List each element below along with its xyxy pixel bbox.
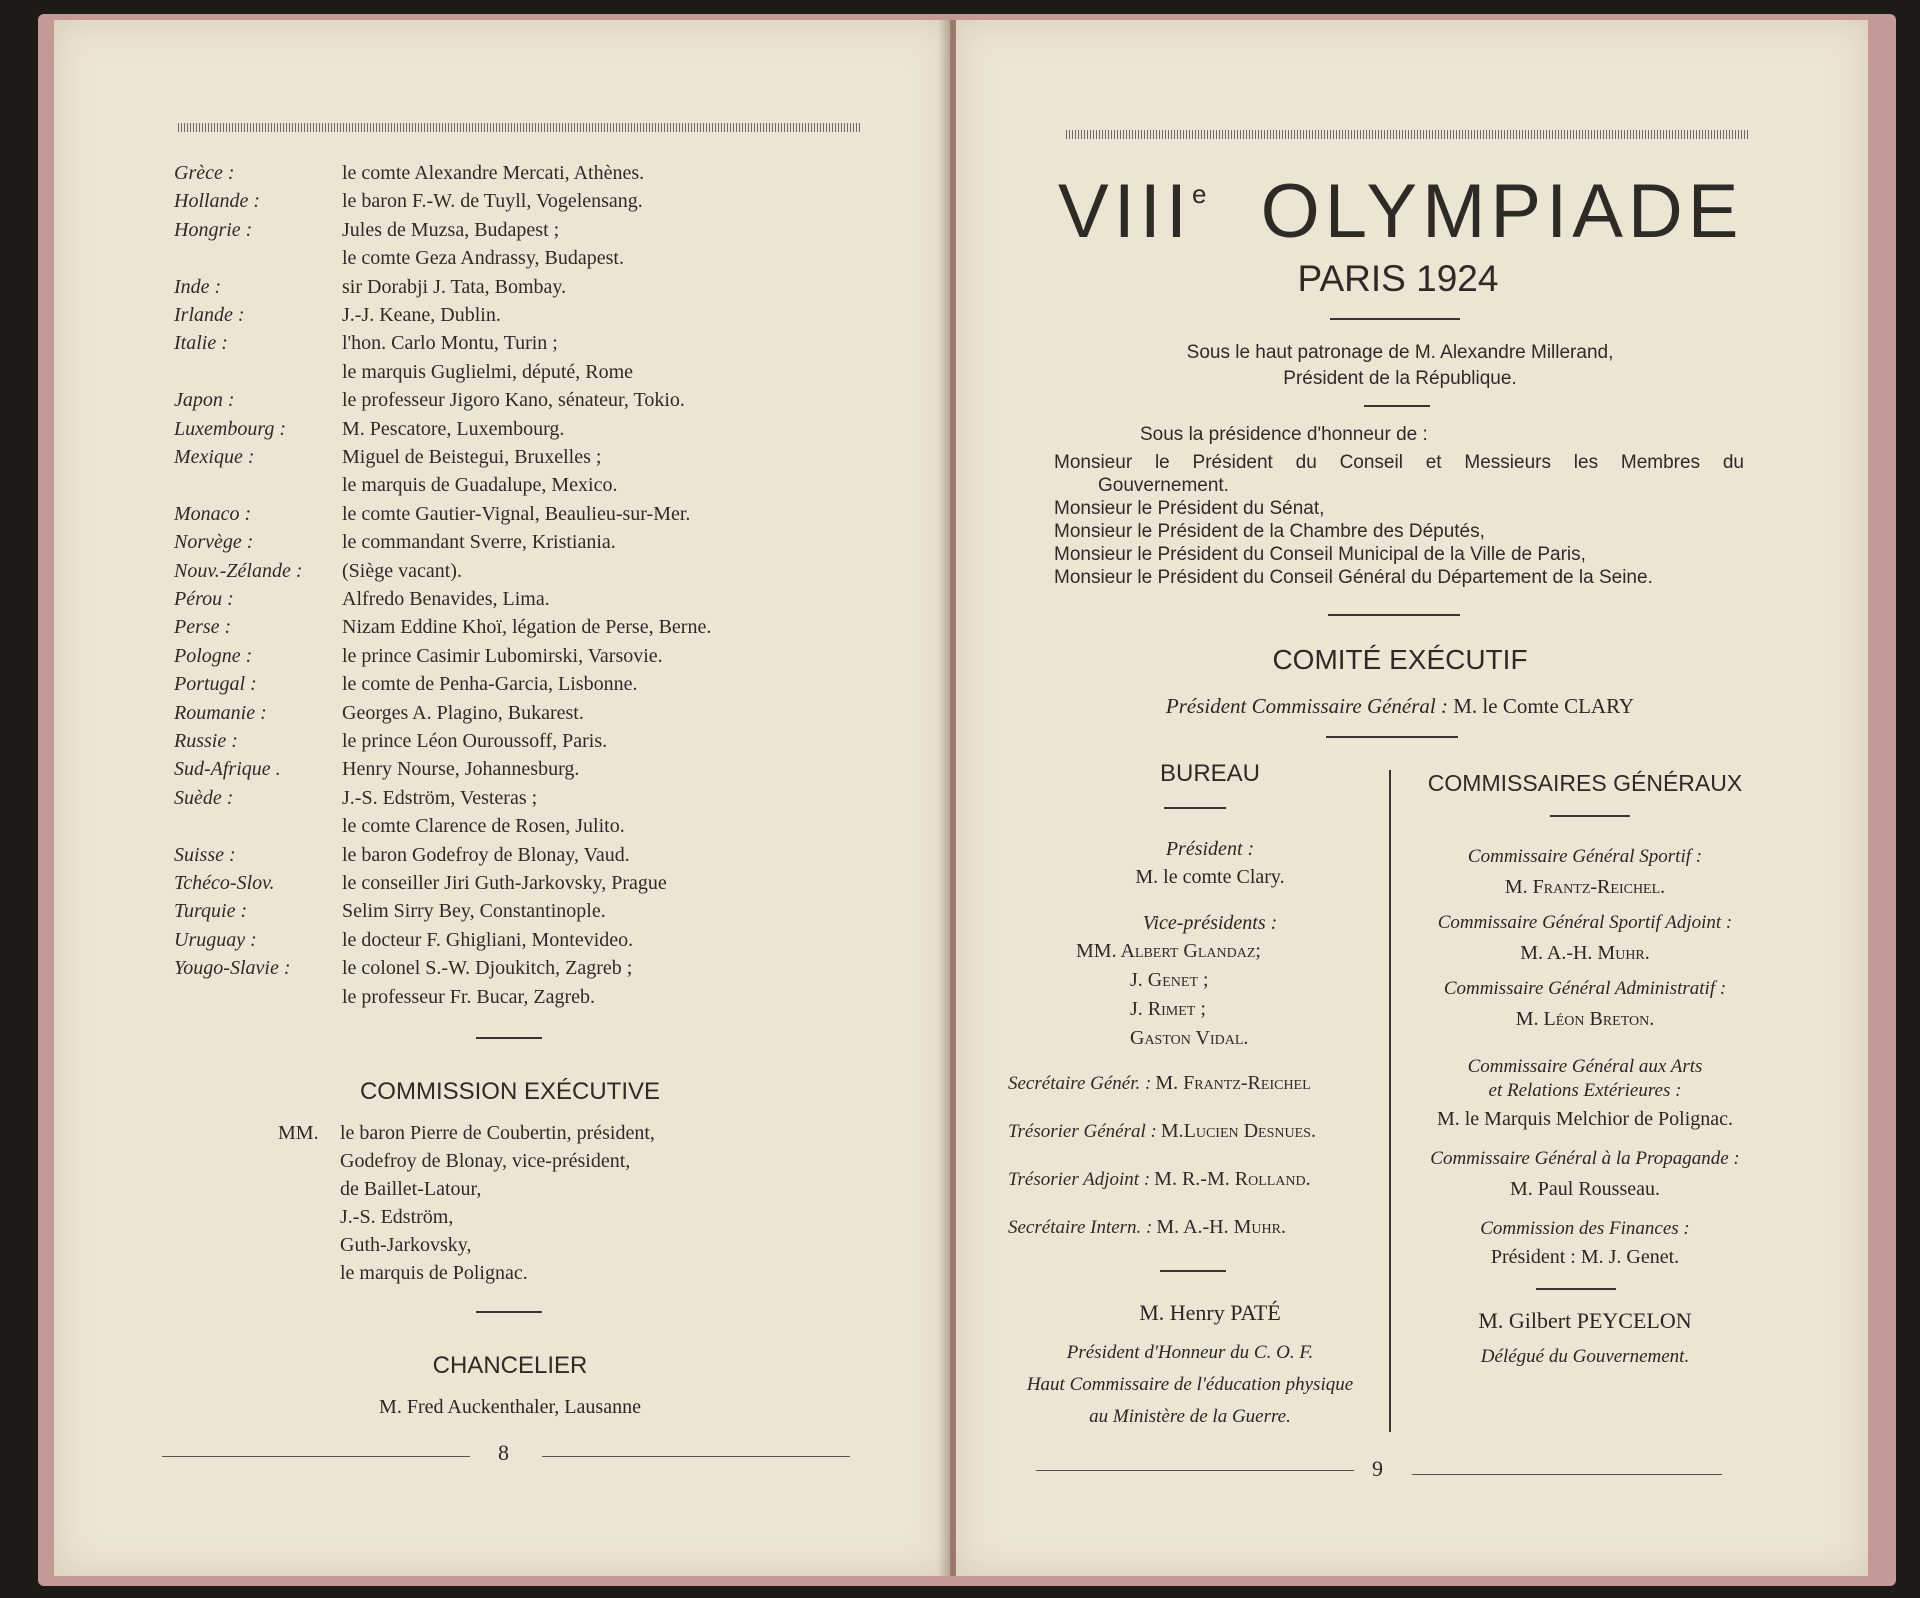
country-label: Roumanie : [174, 701, 267, 724]
presidence-line: Monsieur le Président du Conseil Municipal de la Ville de Paris, [1054, 544, 1586, 565]
vice-president-name: J. Genet ; [1130, 969, 1209, 991]
commissaire-name: M. A.-H. Muhr. [1520, 942, 1650, 964]
vice-president-name: MM. Albert Glandaz; [1076, 940, 1261, 962]
comite-title: COMITÉ EXÉCUTIF [1272, 644, 1528, 675]
arts-label-2: et Relations Extérieures : [1488, 1080, 1682, 1101]
pate-name: M. Henry PATÉ [1139, 1300, 1281, 1325]
vice-president-name: Gaston Vidal. [1130, 1027, 1249, 1049]
delegate-name: M. Pescatore, Luxembourg. [342, 417, 565, 440]
bureau-president-label: Président : [1165, 838, 1255, 860]
country-label: Monaco : [174, 502, 252, 525]
presidence-line: Monsieur le Président du Conseil et Messieurs les Membres du [1054, 452, 1744, 473]
right-divider-2 [1364, 405, 1430, 407]
delegate-name: le comte de Penha-Garcia, Lisbonne. [342, 673, 638, 696]
presidence-line: Monsieur le Président de la Chambre des Députés, [1054, 521, 1485, 542]
delegate-name: sir Dorabji J. Tata, Bombay. [342, 275, 567, 298]
commission-member: Guth-Jarkovsky, [340, 1234, 472, 1256]
country-label: Irlande : [174, 304, 245, 326]
delegate-name: le colonel S.-W. Djoukitch, Zagreb ; [342, 957, 633, 980]
country-label: Suède : [174, 786, 234, 809]
delegate-name: J.-S. Edström, Vesteras ; [342, 786, 538, 809]
country-label: Suisse : [174, 843, 236, 866]
bureau-title-rule [1164, 807, 1226, 809]
commissaire-name: M. Léon Breton. [1515, 1008, 1655, 1030]
bureau-role-row [1008, 1216, 1286, 1239]
delegate-name: Georges A. Plagino, Bukarest. [342, 701, 584, 724]
delegate-name: le comte Gautier-Vignal, Beaulieu-sur-Mer. [342, 502, 691, 525]
commission-member: J.-S. Edström, [340, 1206, 454, 1228]
country-label: Yougo-Slavie : [174, 957, 291, 980]
delegate-name: le professeur Fr. Bucar, Zagreb. [342, 985, 595, 1008]
commissaire-label: Commissaire Général Sportif : [1467, 846, 1703, 867]
comite-president-name: M. le Comte CLARY [1453, 694, 1635, 718]
chancelier-title: CHANCELIER [432, 1352, 588, 1379]
bureau-vice-label: Vice-présidents : [1142, 912, 1278, 934]
country-label: Inde : [174, 275, 222, 298]
country-label: Tchéco-Slov. [174, 872, 275, 894]
delegate-name: Miguel de Beistegui, Bruxelles ; [342, 446, 602, 468]
vice-president-name: J. Rimet ; [1130, 998, 1206, 1020]
commissaire-label: Commissaire Général Sportif Adjoint : [1437, 912, 1733, 933]
bureau-rule-2 [1160, 1270, 1226, 1272]
delegate-name: Alfredo Benavides, Lima. [342, 588, 550, 610]
left-footer-rule-left [162, 1456, 470, 1461]
comite-president-label: Président Commissaire Général : [1165, 694, 1448, 718]
right-divider-3 [1328, 614, 1460, 616]
title-word: OLYMPIADE [1260, 169, 1744, 254]
bureau-role-row [1008, 1120, 1316, 1143]
bureau-role-label: Trésorier Adjoint : [1008, 1169, 1151, 1190]
country-label: Turquie : [174, 900, 248, 923]
propagande-label: Commissaire Général à la Propagande : [1430, 1148, 1740, 1169]
commission-member: le baron Pierre de Coubertin, président, [340, 1122, 655, 1144]
right-footer-rule-right [1412, 1474, 1722, 1479]
country-label: Italie : [174, 332, 228, 355]
country-label: Grèce : [174, 162, 235, 184]
commissaire-label: Commissaire Général Administratif : [1443, 978, 1727, 999]
country-label: Nouv.-Zélande : [174, 559, 303, 582]
bureau-role-label: Trésorier Général : [1008, 1121, 1157, 1142]
finances-president: Président : M. J. Genet. [1490, 1246, 1680, 1268]
bureau-role-row [1008, 1168, 1311, 1191]
delegate-name: le baron F.-W. de Tuyll, Vogelensang. [342, 190, 643, 213]
pate-role-line: Haut Commissaire de l'éducation physique [1026, 1374, 1354, 1395]
bureau-role-name: M. Frantz-Reichel [1155, 1072, 1311, 1094]
delegate-name: le conseiller Jiri Guth-Jarkovsky, Prague [342, 872, 667, 894]
country-label: Luxembourg : [174, 417, 287, 440]
delegate-name: le prince Casimir Lubomirski, Varsovie. [342, 644, 663, 667]
right-footer-rule-left [1036, 1470, 1354, 1475]
delegate-name: le comte Alexandre Mercati, Athènes. [342, 162, 645, 184]
bureau-role-label: Secrétaire Intern. : [1008, 1217, 1153, 1238]
presidence-intro: Sous la présidence d'honneur de : [1140, 424, 1428, 445]
bureau-role-row [1008, 1072, 1311, 1095]
commissaires-title: COMMISSAIRES GÉNÉRAUX [1427, 770, 1743, 796]
delegate-name: le marquis de Guadalupe, Mexico. [342, 474, 618, 497]
right-top-rule [1066, 130, 1750, 139]
delegate-name: le docteur F. Ghigliani, Montevideo. [342, 928, 634, 951]
delegate-name: Nizam Eddine Khoï, légation de Perse, Berne. [342, 616, 712, 639]
delegate-name: l'hon. Carlo Montu, Turin ; [342, 332, 558, 355]
bureau-role-label: Secrétaire Génér. : [1008, 1073, 1152, 1094]
pate-role-line: au Ministère de la Guerre. [1089, 1406, 1291, 1427]
right-divider-1 [1330, 318, 1460, 320]
bureau-role-name: M. A.-H. Muhr. [1156, 1216, 1286, 1238]
delegate-name: le prince Léon Ouroussoff, Paris. [342, 730, 608, 752]
delegate-name: J.-J. Keane, Dublin. [342, 304, 501, 326]
patronage-line-1: Sous le haut patronage de M. Alexandre Millerand, [1186, 342, 1614, 363]
title-roman: VIII [1058, 169, 1193, 254]
arts-name: M. le Marquis Melchior de Polignac. [1436, 1108, 1734, 1130]
finances-label: Commission des Finances : [1480, 1218, 1690, 1239]
bureau-role-name: M.Lucien Desnues. [1160, 1120, 1316, 1142]
delegate-name: le baron Godefroy de Blonay, Vaud. [342, 843, 630, 866]
country-label: Portugal : [174, 673, 257, 696]
left-divider-2 [476, 1311, 542, 1313]
commissaires-rule-2 [1536, 1288, 1616, 1290]
delegate-name: le marquis Guglielmi, député, Rome [342, 360, 634, 383]
delegate-name: Selim Sirry Bey, Constantinople. [342, 900, 606, 923]
country-label: Pérou : [174, 588, 234, 610]
commission-member: de Baillet-Latour, [340, 1178, 482, 1200]
paris-subtitle: PARIS 1924 [1297, 258, 1499, 299]
bureau-title: BUREAU [1159, 760, 1261, 787]
column-divider [1389, 770, 1391, 1432]
commission-title: COMMISSION EXÉCUTIVE [359, 1078, 661, 1105]
peycelon-name: M. Gilbert PEYCELON [1478, 1308, 1692, 1333]
chancelier-name: M. Fred Auckenthaler, Lausanne [379, 1396, 641, 1418]
country-label: Mexique : [174, 446, 255, 468]
country-label: Perse : [174, 616, 232, 639]
title-superscript: e [1192, 179, 1207, 209]
country-label: Japon : [174, 389, 235, 412]
country-label: Hongrie : [174, 218, 253, 241]
left-footer-rule-right [542, 1456, 850, 1461]
delegate-name: le comte Geza Andrassy, Budapest. [342, 247, 624, 270]
commission-prefix: MM. [278, 1122, 319, 1144]
delegate-name: Jules de Muzsa, Budapest ; [342, 218, 560, 241]
country-label: Pologne : [174, 644, 253, 667]
country-label: Russie : [174, 730, 238, 752]
delegate-name: le commandant Sverre, Kristiania. [342, 531, 616, 554]
delegate-name: le professeur Jigoro Kano, sénateur, Tokio. [342, 389, 685, 412]
propagande-name: M. Paul Rousseau. [1510, 1178, 1660, 1200]
bureau-role-name: M. R.-M. Rolland. [1154, 1168, 1311, 1190]
country-label: Uruguay : [174, 928, 257, 951]
left-divider-1 [476, 1037, 542, 1039]
pate-role-line: Président d'Honneur du C. O. F. [1066, 1342, 1314, 1363]
commission-member: le marquis de Polignac. [340, 1262, 528, 1284]
peycelon-role: Délégué du Gouvernement. [1480, 1346, 1690, 1367]
country-label: Norvège : [174, 531, 254, 554]
olympiade-title [1058, 168, 1758, 255]
delegate-name: le comte Clarence de Rosen, Julito. [342, 815, 625, 838]
country-label: Sud-Afrique . [174, 758, 281, 781]
arts-label-1: Commissaire Général aux Arts [1467, 1056, 1703, 1077]
right-page-number: 9 [1372, 1456, 1383, 1481]
commissaire-name: M. Frantz-Reichel. [1504, 876, 1666, 898]
left-page-number: 8 [498, 1440, 509, 1465]
presidence-line: Monsieur le Président du Sénat, [1054, 498, 1325, 519]
patronage-line-2: Président de la République. [1283, 368, 1517, 389]
commission-member: Godefroy de Blonay, vice-président, [340, 1150, 631, 1172]
delegate-name: (Siège vacant). [342, 559, 462, 582]
bureau-president-name: M. le comte Clary. [1135, 866, 1285, 888]
presidence-line: Gouvernement. [1098, 475, 1229, 496]
comite-president [1060, 694, 1740, 719]
commissaires-title-rule [1550, 815, 1630, 817]
country-label: Hollande : [174, 190, 261, 213]
left-top-rule [178, 123, 861, 132]
right-divider-4 [1326, 736, 1458, 738]
presidence-line: Monsieur le Président du Conseil Général du Département de la Seine. [1054, 567, 1653, 588]
delegate-name: Henry Nourse, Johannesburg. [342, 758, 580, 781]
